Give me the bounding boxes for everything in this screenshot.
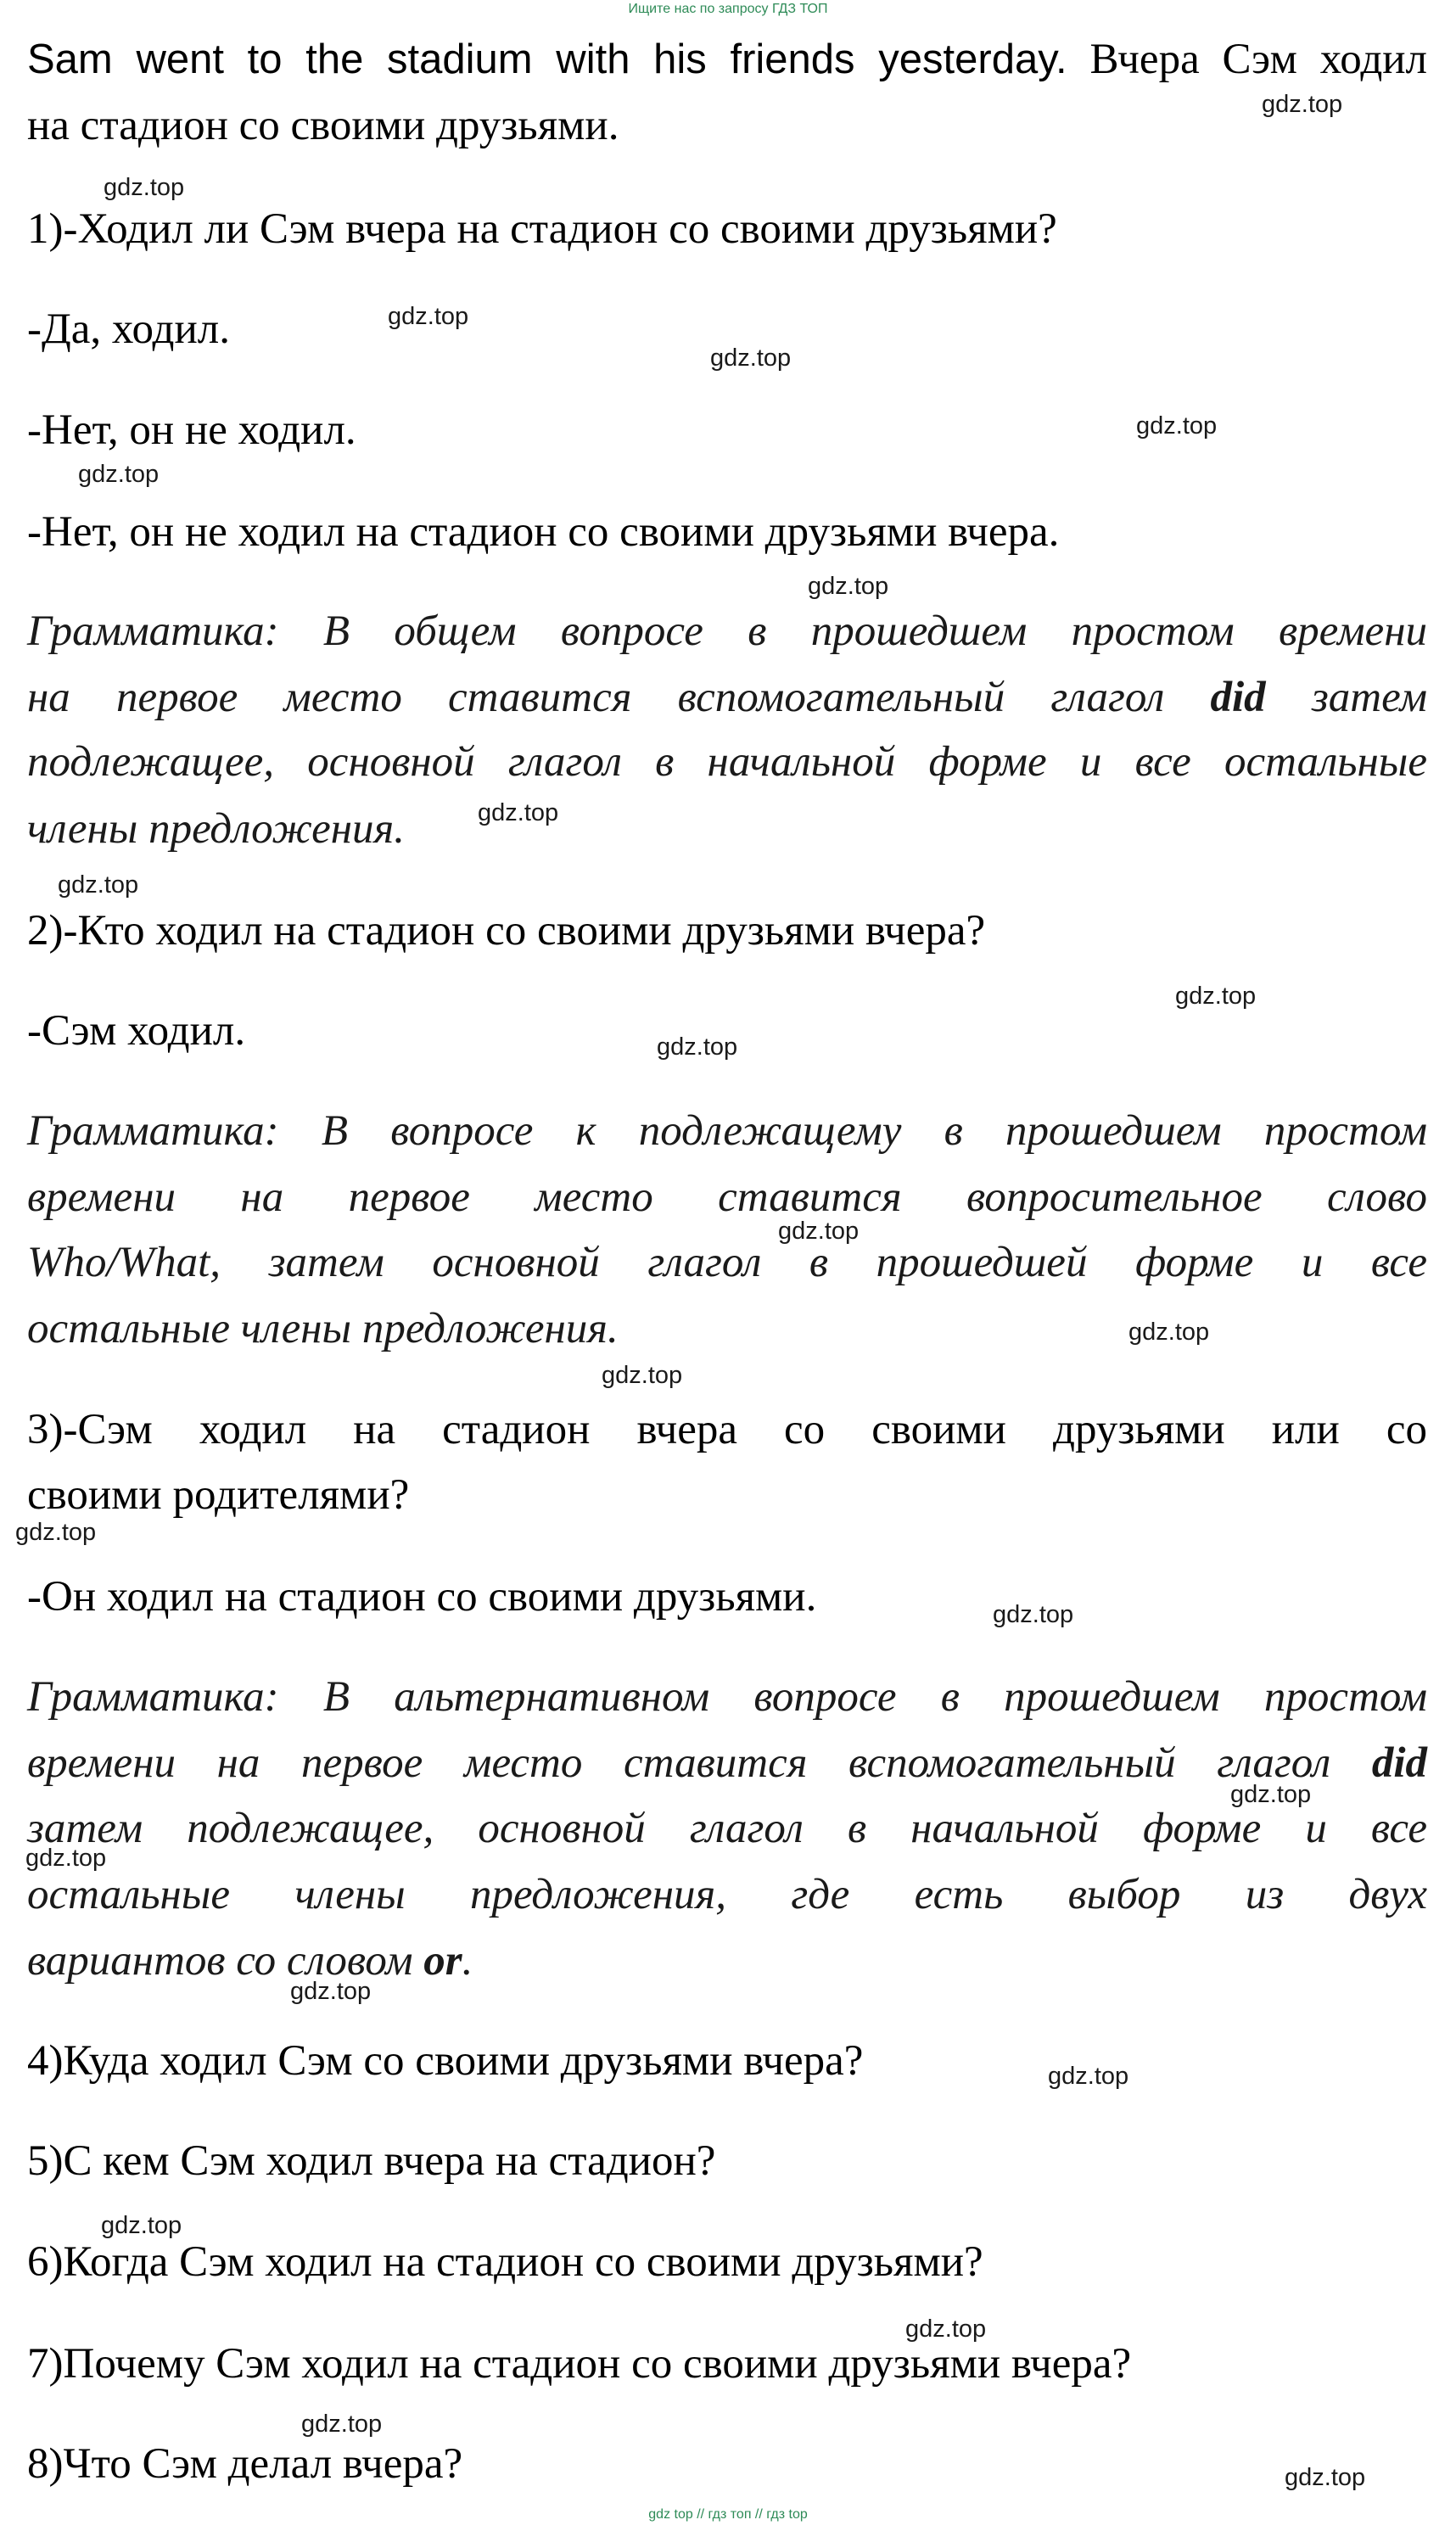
- watermark: gdz.top: [1175, 983, 1257, 1010]
- answer-2: -Сэм ходил.: [27, 1007, 246, 1055]
- watermark: gdz.top: [78, 461, 160, 488]
- grammar-3-line-5: вариантов со словом or.: [27, 1937, 473, 1985]
- grammar-2-line-2: времени на первое место ставится вопросительное слово: [27, 1173, 1427, 1221]
- grammar-3-line-4: остальные члены предложения, где есть выбор из двух: [27, 1871, 1427, 1918]
- watermark: gdz.top: [301, 2411, 383, 2438]
- grammar-3-keyword-did: did: [1371, 1739, 1427, 1787]
- watermark: gdz.top: [1262, 91, 1343, 118]
- grammar-3-keyword-or: or: [423, 1937, 462, 1985]
- watermark: gdz.top: [1048, 2063, 1129, 2090]
- watermark: gdz.top: [15, 1519, 97, 1546]
- watermark: gdz.top: [1136, 412, 1218, 440]
- grammar-1-line-3: подлежащее, основной глагол в начальной форме и все остальные: [27, 738, 1427, 786]
- top-banner: Ищите нас по запросу ГДЗ ТОП: [628, 2, 828, 16]
- watermark: gdz.top: [1285, 2464, 1366, 2491]
- grammar-2-line-1: Грамматика: В вопросе к подлежащему в прошедшем простом: [27, 1107, 1427, 1155]
- watermark: gdz.top: [905, 2315, 987, 2343]
- grammar-1-line-1: Грамматика: В общем вопросе в прошедшем простом времени: [27, 608, 1427, 655]
- grammar-3-line-1: Грамматика: В альтернативном вопросе в прошедшем простом: [27, 1673, 1427, 1721]
- answer-1-no-full: -Нет, он не ходил на стадион со своими друзьями вчера.: [27, 508, 1060, 556]
- intro-line-2: на стадион со своими друзьями.: [27, 102, 619, 149]
- question-3-line-1: 3)-Сэм ходил на стадион вчера со своими друзьями или со: [27, 1406, 1427, 1453]
- question-8: 8)Что Сэм делал вчера?: [27, 2440, 463, 2488]
- watermark: gdz.top: [808, 573, 889, 600]
- answer-1-yes: -Да, ходил.: [27, 305, 230, 353]
- watermark: gdz.top: [104, 174, 185, 201]
- watermark: gdz.top: [101, 2212, 182, 2239]
- watermark: gdz.top: [388, 303, 469, 330]
- grammar-2-line-3: Who/What, затем основной глагол в прошедшей форме и все: [27, 1239, 1427, 1286]
- watermark: gdz.top: [290, 1978, 372, 2005]
- question-2: 2)-Кто ходил на стадион со своими друзьями вчера?: [27, 907, 986, 955]
- watermark: gdz.top: [1128, 1319, 1210, 1346]
- watermark: gdz.top: [993, 1601, 1074, 1628]
- watermark: gdz.top: [25, 1845, 107, 1872]
- answer-1-no-short: -Нет, он не ходил.: [27, 406, 356, 454]
- watermark: gdz.top: [657, 1033, 738, 1061]
- question-4: 4)Куда ходил Сэм со своими друзьями вчера?: [27, 2037, 864, 2085]
- grammar-1-keyword-did: did: [1210, 674, 1266, 721]
- question-1: 1)-Ходил ли Сэм вчера на стадион со своими друзьями?: [27, 205, 1057, 253]
- intro-russian-start: Вчера Сэм ходил: [1089, 36, 1428, 83]
- question-3-line-2: своими родителями?: [27, 1471, 410, 1519]
- watermark: gdz.top: [602, 1362, 683, 1389]
- watermark: gdz.top: [478, 799, 559, 826]
- question-5: 5)С кем Сэм ходил вчера на стадион?: [27, 2137, 716, 2185]
- footer: gdz top // гдз топ // гдз top: [648, 2507, 808, 2522]
- grammar-3-line-2: времени на первое место ставится вспомогательный глагол did: [27, 1739, 1427, 1787]
- question-7: 7)Почему Сэм ходил на стадион со своими друзьями вчера?: [27, 2340, 1132, 2388]
- watermark: gdz.top: [1230, 1781, 1312, 1808]
- watermark: gdz.top: [58, 871, 139, 899]
- watermark: gdz.top: [778, 1218, 860, 1245]
- watermark: gdz.top: [710, 344, 792, 372]
- grammar-1-line-2: на первое место ставится вспомогательный глагол did затем: [27, 674, 1427, 721]
- grammar-2-line-4: остальные члены предложения.: [27, 1305, 619, 1352]
- grammar-1-line-4: члены предложения.: [27, 805, 405, 853]
- intro-english: Sam went to the stadium with his friends yesterday.: [27, 36, 1067, 82]
- intro-line-1: [27, 34, 1427, 85]
- grammar-3-line-3: затем подлежащее, основной глагол в начальной форме и все: [27, 1805, 1427, 1852]
- question-6: 6)Когда Сэм ходил на стадион со своими друзьями?: [27, 2238, 983, 2286]
- answer-3: -Он ходил на стадион со своими друзьями.: [27, 1573, 817, 1621]
